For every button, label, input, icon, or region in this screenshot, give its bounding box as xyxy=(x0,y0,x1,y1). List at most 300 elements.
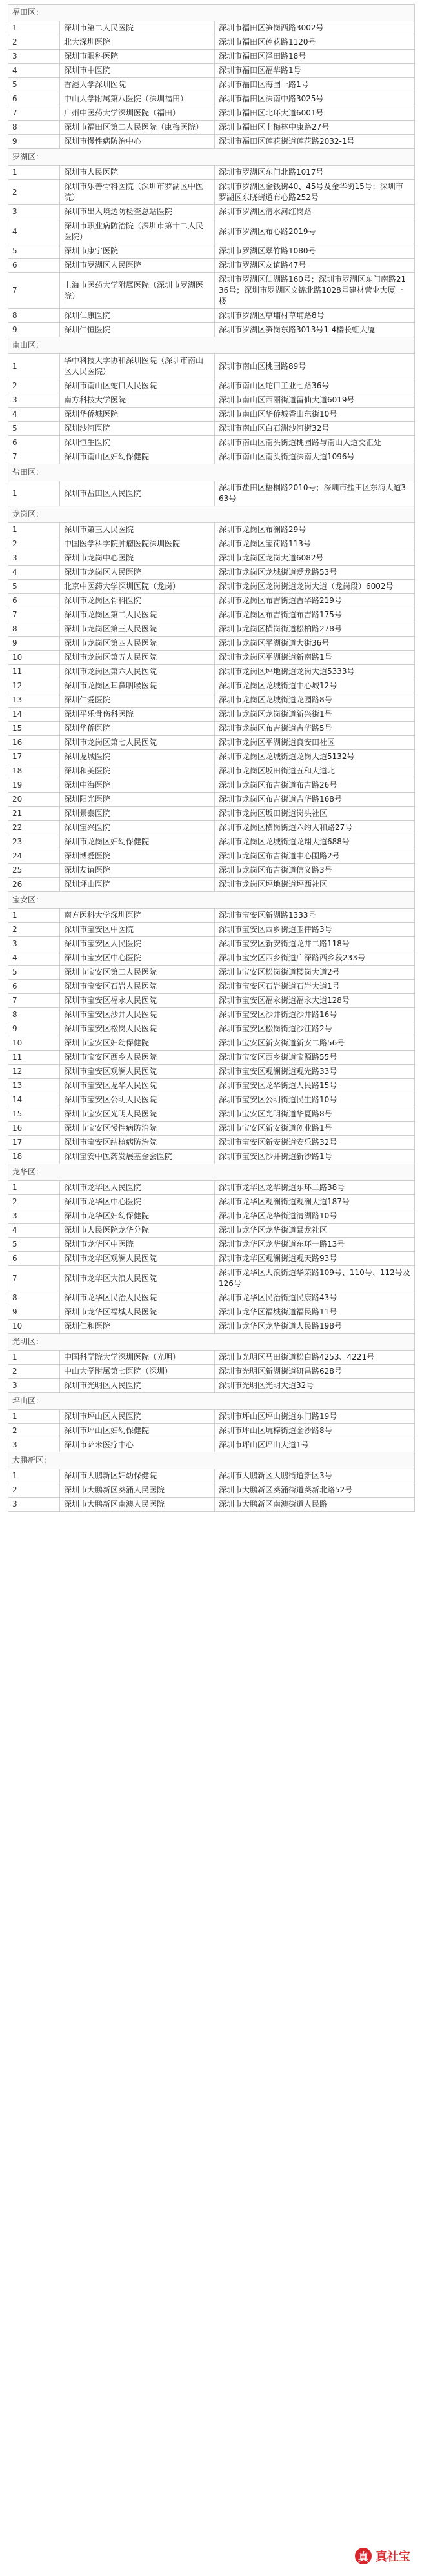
hospital-row xyxy=(8,637,415,651)
hospital-row xyxy=(8,937,415,951)
row-number: 3 xyxy=(8,205,60,219)
hospital-name: 深圳市宝安区中心医院 xyxy=(60,951,215,966)
row-number: 16 xyxy=(8,1122,60,1136)
hospital-name: 深圳市龙华区观澜人民医院 xyxy=(60,1252,215,1266)
hospital-row xyxy=(8,523,415,537)
row-number: 7 xyxy=(8,450,60,464)
hospital-address: 深圳市宝安区龙华街道人民路15号 xyxy=(215,1079,415,1093)
hospital-row xyxy=(8,551,415,566)
hospital-name: 深圳市中医院 xyxy=(60,64,215,78)
row-number: 6 xyxy=(8,980,60,994)
hospital-row xyxy=(8,1136,415,1150)
hospital-name: 华中科技大学协和深圳医院（深圳市南山区人民医院） xyxy=(60,354,215,379)
hospital-address: 深圳市罗湖区友谊路47号 xyxy=(215,259,415,273)
row-number: 1 xyxy=(8,481,60,506)
row-number: 2 xyxy=(8,537,60,551)
hospital-name: 深圳市人民医院 xyxy=(60,166,215,180)
hospital-row xyxy=(8,244,415,259)
hospital-address: 深圳市龙岗区龙城街道龙园路8号 xyxy=(215,693,415,708)
row-number: 7 xyxy=(8,106,60,121)
hospital-name: 深圳市龙华区大浪人民医院 xyxy=(60,1266,215,1291)
watermark-text: 真社宝 xyxy=(376,2550,410,2564)
hospital-row xyxy=(8,1483,415,1498)
row-number: 3 xyxy=(8,1209,60,1224)
hospital-row xyxy=(8,1266,415,1291)
row-number: 1 xyxy=(8,1181,60,1195)
hospital-row xyxy=(8,778,415,793)
hospital-name: 深圳市康宁医院 xyxy=(60,244,215,259)
hospital-name: 深圳市出入境边防检查总站医院 xyxy=(60,205,215,219)
hospital-name: 深圳市龙华区民治人民医院 xyxy=(60,1291,215,1305)
hospital-row xyxy=(8,821,415,835)
hospital-address: 深圳市福田区北环大道6001号 xyxy=(215,106,415,121)
district-name: 盐田区： xyxy=(8,464,415,481)
hospital-address: 深圳市龙华区龙华街道清湖路10号 xyxy=(215,1209,415,1224)
hospital-row xyxy=(8,354,415,379)
row-number: 6 xyxy=(8,594,60,608)
hospital-name: 深圳市南山区蛇口人民医院 xyxy=(60,379,215,393)
row-number: 7 xyxy=(8,994,60,1008)
hospital-address: 深圳市宝安区新安街道安乐路32号 xyxy=(215,1136,415,1150)
hospital-name: 南方科技大学医院 xyxy=(60,393,215,408)
hospital-name: 深圳市宝安区妇幼保健院 xyxy=(60,1036,215,1051)
hospital-row xyxy=(8,1252,415,1266)
hospital-row xyxy=(8,1150,415,1164)
hospital-row xyxy=(8,166,415,180)
hospital-row xyxy=(8,309,415,323)
hospital-name: 广州中医药大学深圳医院（福田） xyxy=(60,106,215,121)
hospital-row xyxy=(8,966,415,980)
hospital-name: 深圳市龙华区人民医院 xyxy=(60,1181,215,1195)
hospital-address: 深圳市坪山区坪山大道1号 xyxy=(215,1438,415,1452)
row-number: 3 xyxy=(8,937,60,951)
row-number: 14 xyxy=(8,708,60,722)
hospital-address: 深圳市光明区光明大道32号 xyxy=(215,1379,415,1393)
hospital-row xyxy=(8,1238,415,1252)
hospital-address: 深圳市光明区马田街道松白路4253、4221号 xyxy=(215,1351,415,1365)
hospital-address: 深圳市龙岗区平湖街道良安田社区 xyxy=(215,736,415,750)
row-number: 3 xyxy=(8,1379,60,1393)
hospital-row xyxy=(8,793,415,807)
hospital-name: 深圳市龙华区中医院 xyxy=(60,1238,215,1252)
hospital-address: 深圳市福田区笋岗西路3002号 xyxy=(215,21,415,35)
district-header-row xyxy=(8,892,415,909)
row-number: 12 xyxy=(8,679,60,693)
row-number: 10 xyxy=(8,1320,60,1334)
hospital-row xyxy=(8,1424,415,1438)
row-number: 13 xyxy=(8,693,60,708)
hospital-name: 深圳市龙岗区第七人民医院 xyxy=(60,736,215,750)
row-number: 8 xyxy=(8,1291,60,1305)
hospital-row xyxy=(8,736,415,750)
row-number: 5 xyxy=(8,422,60,436)
hospital-name: 深圳市坪山区妇幼保健院 xyxy=(60,1424,215,1438)
district-header-row xyxy=(8,5,415,21)
hospital-row xyxy=(8,1365,415,1379)
hospital-row xyxy=(8,807,415,821)
hospital-name: 深圳市宝安区龙华人民医院 xyxy=(60,1079,215,1093)
hospital-row xyxy=(8,393,415,408)
hospital-address: 深圳市龙岗区龙岗大道6082号 xyxy=(215,551,415,566)
row-number: 2 xyxy=(8,180,60,205)
hospital-address: 深圳市罗湖区笋岗东路3013号1-4楼长虹大厦 xyxy=(215,323,415,337)
hospital-row xyxy=(8,1079,415,1093)
hospital-address: 深圳市龙岗区坂田街道五和大道北 xyxy=(215,764,415,778)
row-number: 6 xyxy=(8,92,60,106)
row-number: 10 xyxy=(8,651,60,665)
hospital-address: 深圳市宝安区松岗街道楼岗大道2号 xyxy=(215,966,415,980)
row-number: 18 xyxy=(8,764,60,778)
district-header-row xyxy=(8,1393,415,1410)
hospital-row xyxy=(8,481,415,506)
row-number: 1 xyxy=(8,21,60,35)
hospital-address: 深圳市龙岗区平湖街道大街36号 xyxy=(215,637,415,651)
row-number: 20 xyxy=(8,793,60,807)
hospital-address: 深圳市南山区西丽街道留仙大道6019号 xyxy=(215,393,415,408)
hospital-name: 深圳市职业病防治院（深圳市第十二人民医院） xyxy=(60,219,215,244)
hospital-address: 深圳市龙华区龙华街道景龙社区 xyxy=(215,1224,415,1238)
hospital-row xyxy=(8,259,415,273)
hospital-name: 深圳市坪山区人民医院 xyxy=(60,1410,215,1424)
hospital-address: 深圳市南山区华侨城香山东街10号 xyxy=(215,408,415,422)
hospital-row xyxy=(8,537,415,551)
hospital-address: 深圳市南山区南头街道桃园路与南山大道交汇处 xyxy=(215,436,415,450)
hospital-name: 深圳市龙岗区妇幼保健院 xyxy=(60,835,215,849)
hospital-row xyxy=(8,750,415,764)
hospital-row xyxy=(8,219,415,244)
row-number: 6 xyxy=(8,436,60,450)
row-number: 1 xyxy=(8,523,60,537)
hospital-address: 深圳市龙岗区坪地街道坪西社区 xyxy=(215,878,415,892)
hospital-row xyxy=(8,864,415,878)
hospital-address: 深圳市龙岗区布吉街道吉华路219号 xyxy=(215,594,415,608)
hospital-name: 深圳仁和医院 xyxy=(60,1320,215,1334)
hospital-name: 深圳市龙岗中心医院 xyxy=(60,551,215,566)
hospital-row xyxy=(8,679,415,693)
row-number: 4 xyxy=(8,219,60,244)
hospital-name: 中国科学院大学深圳医院（光明） xyxy=(60,1351,215,1365)
hospital-address: 深圳市宝安区福永街道福永大道128号 xyxy=(215,994,415,1008)
hospital-name: 深圳市龙岗区第二人民医院 xyxy=(60,608,215,622)
district-name: 光明区： xyxy=(8,1334,415,1351)
hospital-name: 深圳龙城医院 xyxy=(60,750,215,764)
row-number: 16 xyxy=(8,736,60,750)
row-number: 1 xyxy=(8,1410,60,1424)
hospital-name: 深圳友谊医院 xyxy=(60,864,215,878)
watermark-logo-icon: 真 xyxy=(355,2548,372,2564)
row-number: 5 xyxy=(8,1238,60,1252)
hospital-row xyxy=(8,450,415,464)
hospital-address: 深圳市龙岗区横岗街道六约大和路27号 xyxy=(215,821,415,835)
row-number: 5 xyxy=(8,580,60,594)
row-number: 8 xyxy=(8,121,60,135)
hospital-name: 深圳市大鹏新区南澳人民医院 xyxy=(60,1498,215,1512)
row-number: 10 xyxy=(8,1036,60,1051)
row-number: 9 xyxy=(8,135,60,149)
hospital-address: 深圳市龙岗区龙城街道龙岗大道5132号 xyxy=(215,750,415,764)
hospital-address: 深圳市福田区莲花路1120号 xyxy=(215,35,415,50)
hospital-name: 深圳市宝安区结核病防治院 xyxy=(60,1136,215,1150)
district-name: 龙岗区： xyxy=(8,506,415,523)
hospital-address: 深圳市龙岗区龙岗街道龙岗大道（龙岗段）6002号 xyxy=(215,580,415,594)
hospital-name: 深圳市第二人民医院 xyxy=(60,21,215,35)
hospital-address: 深圳市宝安区西乡街道玉律路3号 xyxy=(215,923,415,937)
district-header-row xyxy=(8,337,415,354)
hospital-address: 深圳市大鹏新区大鹏街道新区3号 xyxy=(215,1469,415,1483)
row-number: 17 xyxy=(8,750,60,764)
hospital-row xyxy=(8,379,415,393)
hospital-address: 深圳市龙华区龙华街道东环二路38号 xyxy=(215,1181,415,1195)
hospital-name: 深圳市福田区第二人民医院（康梅医院） xyxy=(60,121,215,135)
hospital-address: 深圳市龙岗区坂田街道岗头社区 xyxy=(215,807,415,821)
district-name: 福田区： xyxy=(8,5,415,21)
hospital-row xyxy=(8,1181,415,1195)
row-number: 2 xyxy=(8,1424,60,1438)
hospital-address: 深圳市宝安区西乡街道广深路西乡段233号 xyxy=(215,951,415,966)
hospital-address: 深圳市龙华区福城街道福民路11号 xyxy=(215,1305,415,1320)
row-number: 7 xyxy=(8,608,60,622)
hospital-row xyxy=(8,835,415,849)
hospital-name: 深圳市宝安区公明人民医院 xyxy=(60,1093,215,1107)
hospital-row xyxy=(8,436,415,450)
hospital-name: 深圳华侨城医院 xyxy=(60,408,215,422)
hospital-address: 深圳市宝安区新安街道龙井二路118号 xyxy=(215,937,415,951)
district-header-row xyxy=(8,1452,415,1469)
hospital-row xyxy=(8,21,415,35)
hospital-row xyxy=(8,1209,415,1224)
row-number: 1 xyxy=(8,909,60,923)
hospital-name: 深圳宝兴医院 xyxy=(60,821,215,835)
hospital-address: 深圳市罗湖区布心路2019号 xyxy=(215,219,415,244)
hospital-row xyxy=(8,323,415,337)
row-number: 18 xyxy=(8,1150,60,1164)
district-name: 龙华区： xyxy=(8,1164,415,1181)
hospital-row xyxy=(8,849,415,864)
hospital-address: 深圳市南山区蛇口工业七路36号 xyxy=(215,379,415,393)
row-number: 17 xyxy=(8,1136,60,1150)
hospital-row xyxy=(8,273,415,309)
hospital-name: 深圳市龙华区妇幼保健院 xyxy=(60,1209,215,1224)
hospital-name: 深圳市龙岗区第三人民医院 xyxy=(60,622,215,637)
row-number: 1 xyxy=(8,1469,60,1483)
row-number: 5 xyxy=(8,244,60,259)
hospital-name: 深圳市慢性病防治中心 xyxy=(60,135,215,149)
hospital-name: 香港大学深圳医院 xyxy=(60,78,215,92)
hospital-name: 深圳仁康医院 xyxy=(60,309,215,323)
district-header-row xyxy=(8,149,415,166)
district-header-row xyxy=(8,1334,415,1351)
hospital-address: 深圳市大鹏新区葵涌街道葵新北路52号 xyxy=(215,1483,415,1498)
hospital-name: 深圳市光明区人民医院 xyxy=(60,1379,215,1393)
hospital-address: 深圳市龙华区观澜街道观澜大道187号 xyxy=(215,1195,415,1209)
row-number: 26 xyxy=(8,878,60,892)
district-name: 南山区： xyxy=(8,337,415,354)
hospital-row xyxy=(8,1065,415,1079)
row-number: 3 xyxy=(8,393,60,408)
hospital-address: 深圳市南山区白石洲沙河街32号 xyxy=(215,422,415,436)
hospital-address: 深圳市光明区新湖街道研昌路628号 xyxy=(215,1365,415,1379)
hospital-row xyxy=(8,1107,415,1122)
hospital-row xyxy=(8,92,415,106)
hospital-address: 深圳市龙华区龙华街道东环一路13号 xyxy=(215,1238,415,1252)
hospital-name: 深圳市龙岗区第五人民医院 xyxy=(60,651,215,665)
hospital-address: 深圳市龙岗区布吉街道布吉路26号 xyxy=(215,778,415,793)
hospital-name: 深圳市龙岗区耳鼻咽喉医院 xyxy=(60,679,215,693)
hospital-address: 深圳市龙岗区布澜路29号 xyxy=(215,523,415,537)
hospital-row xyxy=(8,951,415,966)
hospital-name: 深圳阳光医院 xyxy=(60,793,215,807)
row-number: 4 xyxy=(8,1224,60,1238)
hospital-row xyxy=(8,994,415,1008)
hospital-row xyxy=(8,764,415,778)
hospital-row xyxy=(8,106,415,121)
row-number: 12 xyxy=(8,1065,60,1079)
hospital-row xyxy=(8,566,415,580)
row-number: 2 xyxy=(8,923,60,937)
hospital-name: 深圳市龙岗区骨科医院 xyxy=(60,594,215,608)
hospital-address: 深圳市龙华区观澜街道观天路93号 xyxy=(215,1252,415,1266)
row-number: 4 xyxy=(8,566,60,580)
row-number: 2 xyxy=(8,1483,60,1498)
hospital-row xyxy=(8,64,415,78)
hospital-address: 深圳市龙岗区布吉街道吉华路168号 xyxy=(215,793,415,807)
hospital-address: 深圳市龙岗区平湖街道新南路1号 xyxy=(215,651,415,665)
hospital-name: 深圳博爱医院 xyxy=(60,849,215,864)
hospital-name: 深圳市龙岗区第六人民医院 xyxy=(60,665,215,679)
hospital-address: 深圳市罗湖区东门北路1017号 xyxy=(215,166,415,180)
hospital-address: 深圳市龙岗区布吉街道中心围路2号 xyxy=(215,849,415,864)
row-number: 19 xyxy=(8,778,60,793)
hospital-address: 深圳市罗湖区金钱街40、45号及金华街15号；深圳市罗湖区东晓街道布心路252号 xyxy=(215,180,415,205)
district-name: 大鹏新区： xyxy=(8,1452,415,1469)
hospital-row xyxy=(8,422,415,436)
row-number: 5 xyxy=(8,966,60,980)
hospital-address: 深圳市坪山区坪山街道东门路19号 xyxy=(215,1410,415,1424)
hospital-address: 深圳市宝安区新安街道创业路1号 xyxy=(215,1122,415,1136)
hospital-name: 深圳坪山医院 xyxy=(60,878,215,892)
hospital-row xyxy=(8,909,415,923)
row-number: 15 xyxy=(8,722,60,736)
hospital-row xyxy=(8,1320,415,1334)
hospital-name: 深圳市盐田区人民医院 xyxy=(60,481,215,506)
hospital-address: 深圳市龙岗区布吉街道布吉路175号 xyxy=(215,608,415,622)
row-number: 9 xyxy=(8,1305,60,1320)
row-number: 9 xyxy=(8,1022,60,1036)
row-number: 8 xyxy=(8,622,60,637)
hospital-row xyxy=(8,1438,415,1452)
hospital-address: 深圳市龙岗区布吉街道信义路3号 xyxy=(215,864,415,878)
hospital-address: 深圳市坪山区坑梓街道金沙路8号 xyxy=(215,1424,415,1438)
hospital-row xyxy=(8,1022,415,1036)
row-number: 1 xyxy=(8,166,60,180)
hospital-name: 深圳市宝安区福永人民医院 xyxy=(60,994,215,1008)
hospital-row xyxy=(8,980,415,994)
hospital-name: 深圳市罗湖区人民医院 xyxy=(60,259,215,273)
hospital-name: 深圳市宝安区观澜人民医院 xyxy=(60,1065,215,1079)
row-number: 6 xyxy=(8,1252,60,1266)
hospital-name: 深圳市龙岗区第四人民医院 xyxy=(60,637,215,651)
hospital-name: 深圳市乐善骨科医院（深圳市罗湖区中医院） xyxy=(60,180,215,205)
row-number: 1 xyxy=(8,354,60,379)
row-number: 5 xyxy=(8,78,60,92)
hospital-row xyxy=(8,622,415,637)
hospital-row xyxy=(8,580,415,594)
row-number: 23 xyxy=(8,835,60,849)
hospital-row xyxy=(8,665,415,679)
hospital-name: 北大深圳医院 xyxy=(60,35,215,50)
hospital-name: 深圳市宝安区第二人民医院 xyxy=(60,966,215,980)
hospital-name: 深圳仁恒医院 xyxy=(60,323,215,337)
hospital-row xyxy=(8,35,415,50)
hospital-row xyxy=(8,408,415,422)
row-number: 15 xyxy=(8,1107,60,1122)
hospital-address: 深圳市宝安区公明街道民生路10号 xyxy=(215,1093,415,1107)
hospital-name: 深圳市人民医院龙华分院 xyxy=(60,1224,215,1238)
hospital-address: 深圳市福田区泽田路18号 xyxy=(215,50,415,64)
hospital-name: 深圳中海医院 xyxy=(60,778,215,793)
watermark xyxy=(355,2548,410,2564)
row-number: 21 xyxy=(8,807,60,821)
hospital-row xyxy=(8,1036,415,1051)
hospital-name: 深圳市龙岗区人民医院 xyxy=(60,566,215,580)
hospital-name: 深圳市龙华区中心医院 xyxy=(60,1195,215,1209)
row-number: 22 xyxy=(8,821,60,835)
row-number: 24 xyxy=(8,849,60,864)
hospital-row xyxy=(8,135,415,149)
hospital-address: 深圳市龙岗区龙城街道爱龙路53号 xyxy=(215,566,415,580)
hospital-address: 深圳市龙华区大浪街道华荣路109号、110号、112号及126号 xyxy=(215,1266,415,1291)
hospital-row xyxy=(8,1008,415,1022)
hospital-row xyxy=(8,1122,415,1136)
row-number: 9 xyxy=(8,323,60,337)
hospital-address: 深圳市龙华区民治街道民康路43号 xyxy=(215,1291,415,1305)
hospital-row xyxy=(8,78,415,92)
hospital-address: 深圳市宝安区观澜街道观光路33号 xyxy=(215,1065,415,1079)
hospital-name: 深圳市龙华区福城人民医院 xyxy=(60,1305,215,1320)
row-number: 4 xyxy=(8,408,60,422)
hospital-row xyxy=(8,708,415,722)
hospital-address: 深圳市福田区莲花街道莲花路2032-1号 xyxy=(215,135,415,149)
hospital-address: 深圳市龙岗区布吉街道吉华路5号 xyxy=(215,722,415,736)
hospital-address: 深圳市宝安区新湖路1333号 xyxy=(215,909,415,923)
hospital-name: 深圳沙河医院 xyxy=(60,422,215,436)
hospital-row xyxy=(8,594,415,608)
row-number: 25 xyxy=(8,864,60,878)
hospital-name: 深圳市宝安区慢性病防治院 xyxy=(60,1122,215,1136)
hospital-name: 深圳景泰医院 xyxy=(60,807,215,821)
hospital-name: 深圳市宝安区沙井人民医院 xyxy=(60,1008,215,1022)
hospital-row xyxy=(8,1305,415,1320)
district-header-row xyxy=(8,506,415,523)
hospital-name: 中国医学科学院肿瘤医院深圳医院 xyxy=(60,537,215,551)
row-number: 14 xyxy=(8,1093,60,1107)
row-number: 2 xyxy=(8,35,60,50)
row-number: 13 xyxy=(8,1079,60,1093)
hospital-name: 深圳平乐骨伤科医院 xyxy=(60,708,215,722)
hospital-address: 深圳市宝安区石岩街道石岩大道1号 xyxy=(215,980,415,994)
hospital-list-document xyxy=(8,4,414,1512)
hospital-row xyxy=(8,1469,415,1483)
district-name: 坪山区： xyxy=(8,1393,415,1410)
hospital-row xyxy=(8,205,415,219)
hospital-row xyxy=(8,923,415,937)
hospital-address: 深圳市龙岗区龙城街道中心城12号 xyxy=(215,679,415,693)
hospital-row xyxy=(8,1195,415,1209)
row-number: 4 xyxy=(8,64,60,78)
hospital-row xyxy=(8,722,415,736)
hospital-row xyxy=(8,180,415,205)
hospital-address: 深圳市罗湖区清水河红岗路 xyxy=(215,205,415,219)
